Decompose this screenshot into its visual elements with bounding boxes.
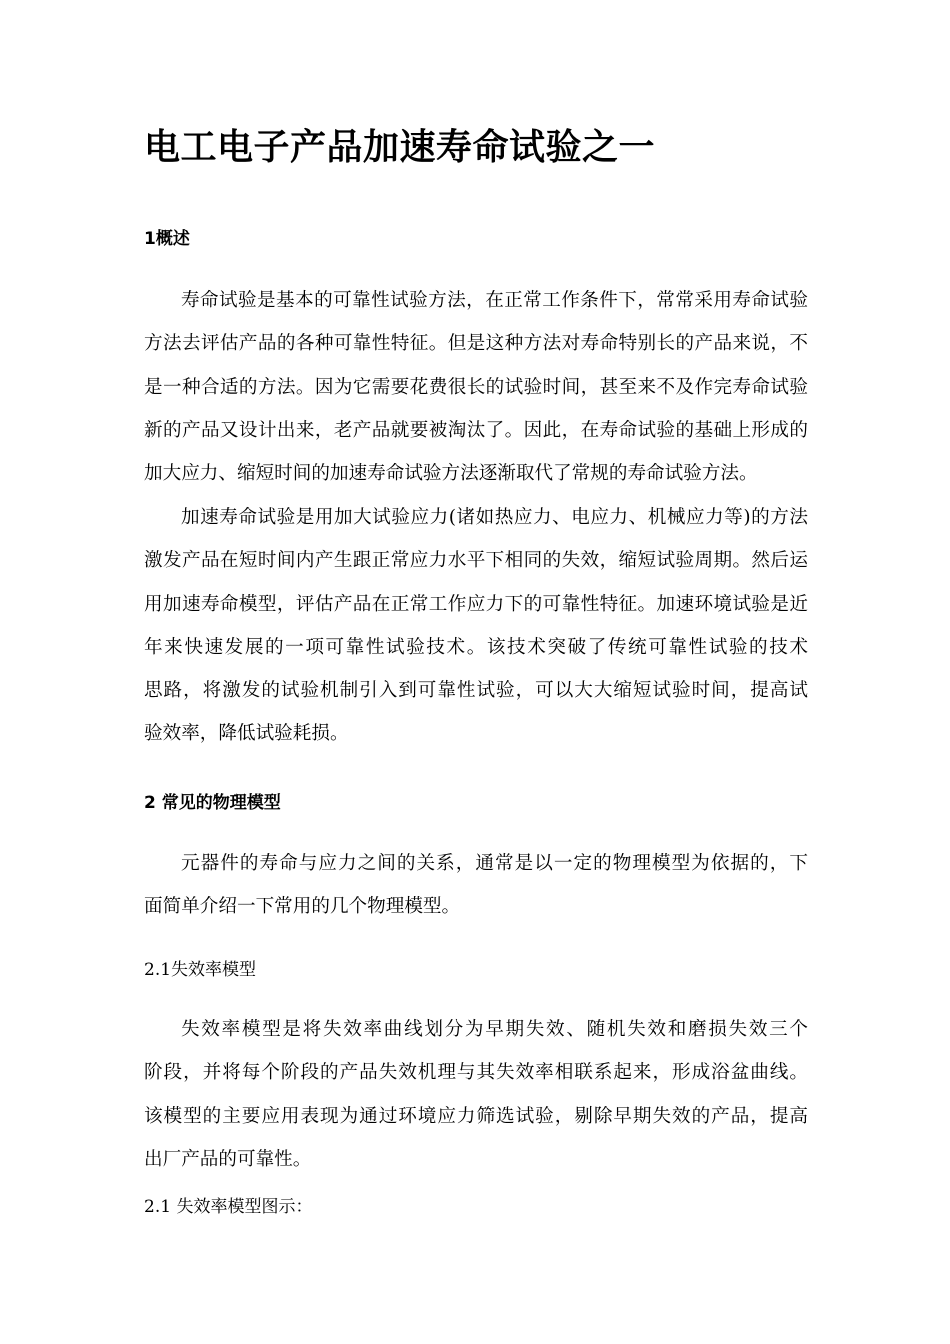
section-2-paragraph-1	[144, 842, 808, 929]
document-title: 电工电子产品加速寿命试验之一	[144, 127, 656, 168]
text-line: 元器件的寿命与应力之间的关系，通常是以一定的物理模型为依据的，下	[181, 853, 808, 874]
text-line: 面简单介绍一下常用的几个物理模型。	[144, 896, 461, 918]
figure-caption: 2.1 失效率模型图示：	[144, 1197, 313, 1217]
section-1-paragraph-2	[144, 496, 808, 756]
text-line: 新的产品又设计出来，老产品就要被淘汰了。因此，在寿命试验的基础上形成的	[144, 419, 808, 441]
text-line: 加大应力、缩短时间的加速寿命试验方法逐渐取代了常规的寿命试验方法。	[144, 463, 758, 485]
text-line: 验效率，降低试验耗损。	[144, 723, 349, 745]
section-1-paragraph-1	[144, 279, 808, 495]
text-line: 寿命试验是基本的可靠性试验方法，在正常工作条件下，常常采用寿命试验	[181, 290, 808, 311]
text-line: 思路，将激发的试验机制引入到可靠性试验，可以大大缩短试验时间，提高试	[144, 680, 808, 702]
text-line: 方法去评估产品的各种可靠性特征。但是这种方法对寿命特别长的产品来说，不	[144, 333, 808, 355]
text-line: 激发产品在短时间内产生跟正常应力水平下相同的失效，缩短试验周期。然后运	[144, 550, 808, 572]
text-line: 用加速寿命模型，评估产品在正常工作应力下的可靠性特征。加速环境试验是近	[144, 593, 808, 615]
section-1-heading: 1概述	[144, 229, 190, 249]
section-2-heading: 2 常见的物理模型	[144, 793, 281, 813]
text-line: 加速寿命试验是用加大试验应力(诸如热应力、电应力、机械应力等)的方法	[181, 507, 808, 528]
text-line: 该模型的主要应用表现为通过环境应力筛选试验，剔除早期失效的产品，提高	[144, 1105, 808, 1127]
text-line: 是一种合适的方法。因为它需要花费很长的试验时间，甚至来不及作完寿命试验	[144, 376, 808, 398]
text-line: 出厂产品的可靠性。	[144, 1148, 312, 1170]
text-line: 阶段，并将每个阶段的产品失效机理与其失效率相联系起来，形成浴盆曲线。	[144, 1062, 808, 1084]
subsection-2-1-paragraph-1	[144, 1008, 808, 1181]
subsection-2-1-heading: 2.1失效率模型	[144, 960, 257, 980]
text-line: 年来快速发展的一项可靠性试验技术。该技术突破了传统可靠性试验的技术	[144, 636, 808, 658]
text-line: 失效率模型是将失效率曲线划分为早期失效、随机失效和磨损失效三个	[181, 1019, 808, 1040]
